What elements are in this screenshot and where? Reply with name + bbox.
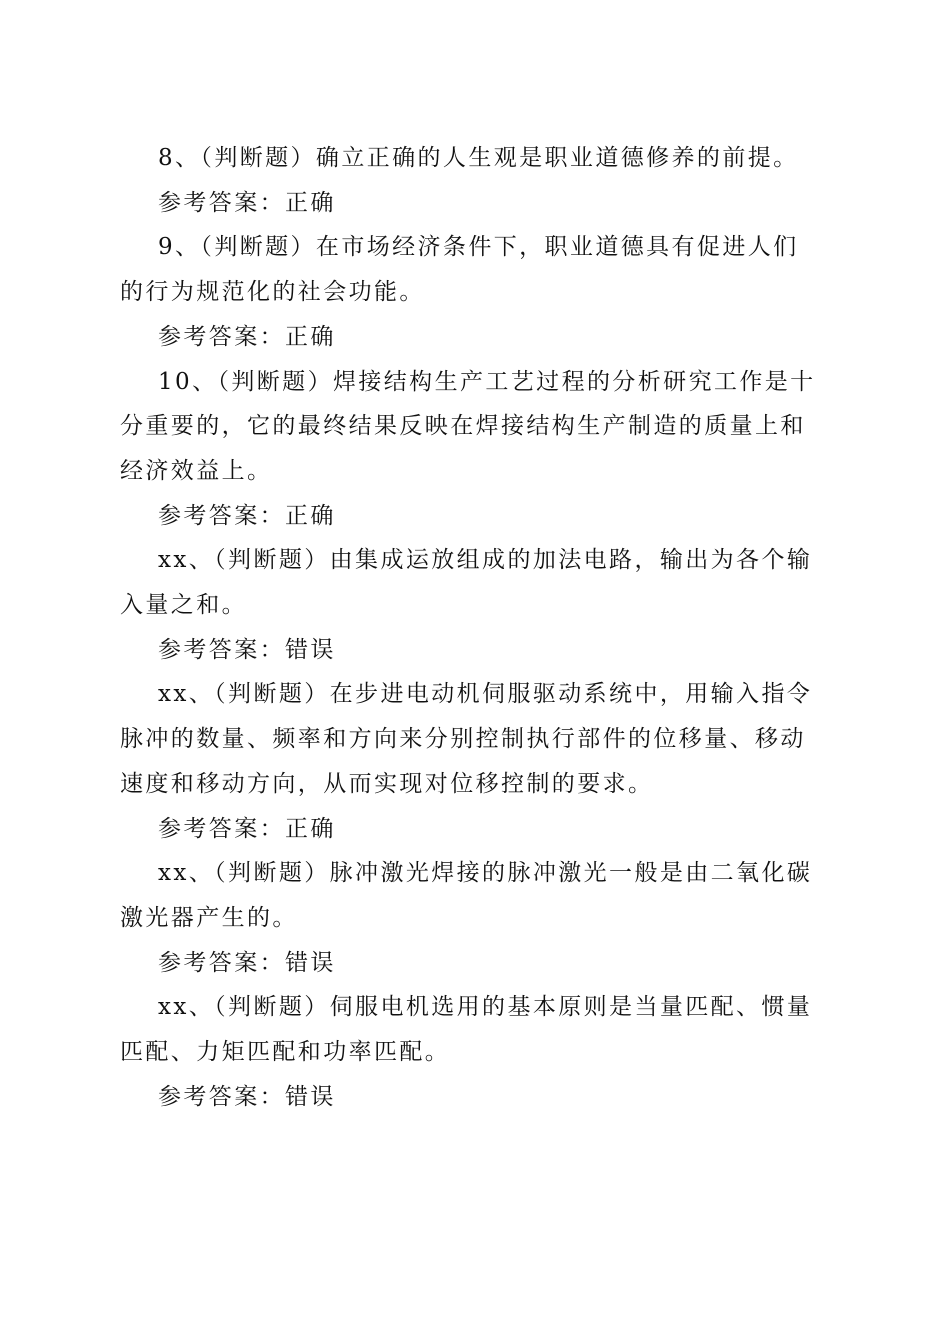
answer-line: 参考答案：正确 bbox=[158, 323, 336, 350]
question-text-line: xx、（判断题）在步进电动机伺服驱动系统中，用输入指令 bbox=[158, 681, 813, 708]
question-text-line: 激光器产生的。 bbox=[120, 904, 298, 931]
answer-line: 参考答案：正确 bbox=[158, 189, 336, 216]
question-text-line: 8、（判断题）确立正确的人生观是职业道德修养的前提。 bbox=[158, 145, 799, 171]
question-text-line: 的行为规范化的社会功能。 bbox=[120, 279, 425, 306]
question-text-line: xx、（判断题）伺服电机选用的基本原则是当量匹配、惯量 bbox=[158, 994, 813, 1021]
answer-line: 参考答案：错误 bbox=[158, 1083, 336, 1110]
question-list bbox=[120, 136, 830, 1119]
question-item bbox=[120, 672, 830, 851]
question-item bbox=[120, 985, 830, 1119]
question-item bbox=[120, 538, 830, 672]
answer-line: 参考答案：错误 bbox=[158, 949, 336, 976]
question-text-line: xx、（判断题）脉冲激光焊接的脉冲激光一般是由二氧化碳 bbox=[158, 860, 813, 887]
question-text-line: 入量之和。 bbox=[120, 592, 247, 619]
question-item bbox=[120, 225, 830, 359]
answer-line: 参考答案：错误 bbox=[158, 636, 336, 663]
question-text-line: 速度和移动方向，从而实现对位移控制的要求。 bbox=[120, 770, 654, 797]
question-item bbox=[120, 851, 830, 985]
question-text-line: 10、（判断题）焊接结构生产工艺过程的分析研究工作是十 bbox=[158, 368, 816, 395]
answer-line: 参考答案：正确 bbox=[158, 815, 336, 842]
question-text-line: 经济效益上。 bbox=[120, 457, 273, 484]
question-item bbox=[120, 360, 830, 539]
question-text-line: 分重要的，它的最终结果反映在焊接结构生产制造的质量上和 bbox=[120, 413, 806, 440]
question-text-line: 9、（判断题）在市场经济条件下，职业道德具有促进人们 bbox=[158, 234, 799, 261]
answer-line: 参考答案：正确 bbox=[158, 502, 336, 529]
question-item bbox=[120, 136, 830, 225]
question-text-line: 匹配、力矩匹配和功率匹配。 bbox=[120, 1039, 451, 1066]
question-text-line: 脉冲的数量、频率和方向来分别控制执行部件的位移量、移动 bbox=[120, 726, 806, 753]
question-text-line: xx、（判断题）由集成运放组成的加法电路，输出为各个输 bbox=[158, 547, 813, 574]
